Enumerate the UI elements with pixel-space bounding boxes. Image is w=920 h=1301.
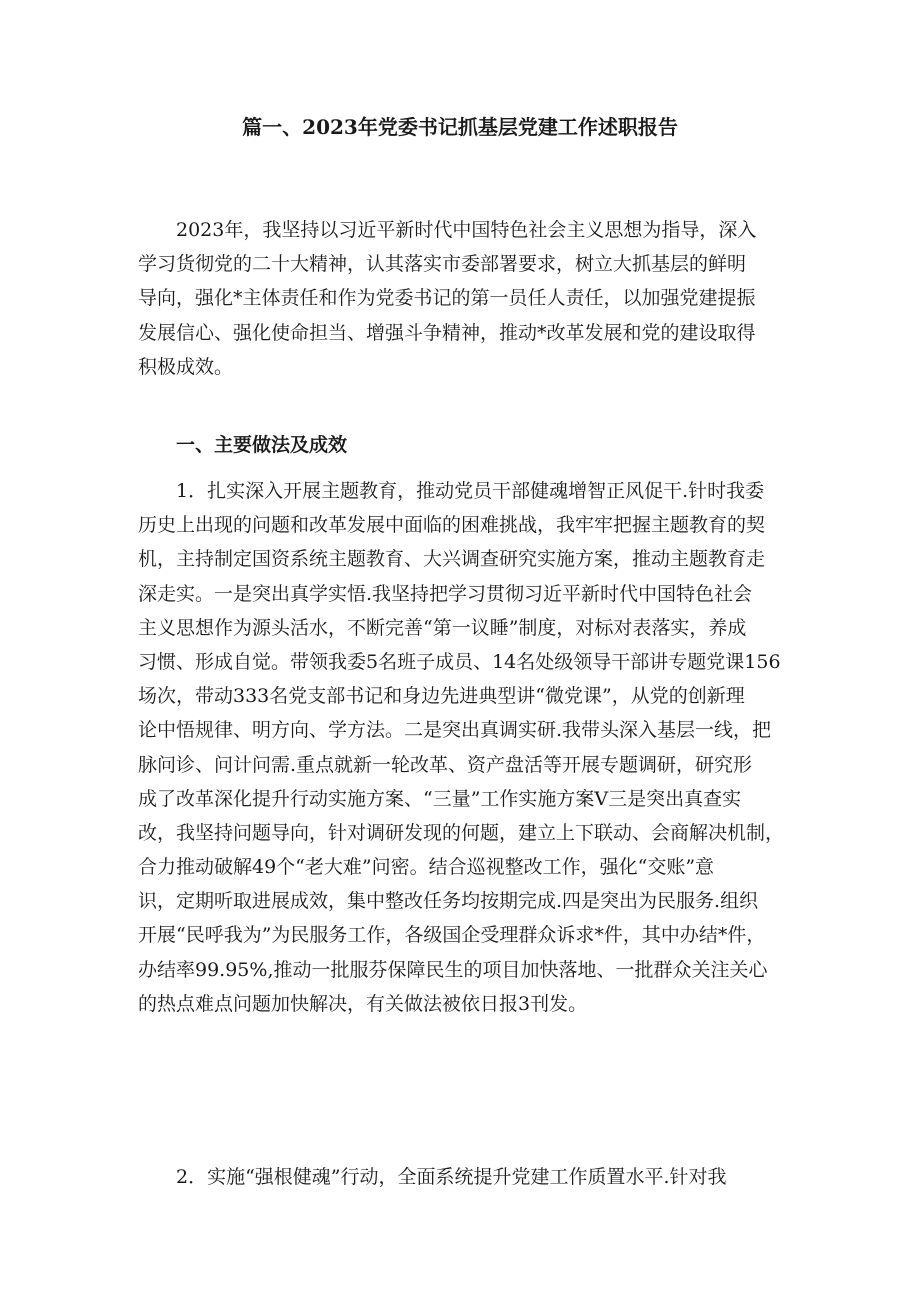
text-line: 主义思想作为源头活水，不断完善“第一议睡”制度，对标对表落实，养成 [138,616,747,639]
text-line: 导向，强化*主体责任和作为党委书记的第一员任人责任，以加强党建提振 [138,287,756,310]
text-line: 积极成效。 [138,355,234,378]
section-heading: 一、主要做法及成效 [176,434,348,456]
text-line: 场次，带动333名党支部书记和身边先进典型讲“微党课”，从党的创新理 [138,685,745,708]
text-line: 历史上出现的问题和改革发展中面临的困难挑战，我牢牢把握主题教育的契 [138,514,766,537]
text-line: 论中悟规律、明方向、学方法。二是突出真调实研.我带头深入基层一线，把 [138,719,772,742]
text-line: 识，定期听取进展成效，集中整改任务均按期完成.四是突出为民服务.组织 [138,890,759,913]
text-line: 深走实。一是突出真学实悟.我坚持把学习贯彻习近平新时代中国特色社会 [138,582,753,605]
text-line: 2023年，我坚持以习近平新时代中国特色社会主义思想为指导，深入 [176,219,757,241]
text-line: 2．实施“强根健魂”行动，全面系统提升党建工作质置水平.针对我 [176,1166,727,1188]
text-line: 学习货彻党的二十大精神，认其落实市委部署要求，树立大抓基层的鲜明 [138,253,747,276]
text-line: 改，我坚持问题导向，针对调研发现的何题，建立上下联动、会商解决机制， [138,821,785,844]
text-line: 习惯、形成自觉。带领我委5名班子成员、14名处级领导干部讲专题党课156 [138,650,781,673]
text-line: 的热点难点问题加快解决，有关做法被依日报3刊发。 [138,992,588,1015]
text-line: 成了改革深化提升行动实施方案、“三量”工作实施方案V三是突出真查实 [138,787,742,810]
text-line: 合力推动破解49个“老大难”问密。结合巡视整改工作，强化“交账”意 [138,856,715,879]
text-line: 机，主持制定国资系统主题教育、大兴调查研究实施方案，推动主题教育走 [138,548,766,571]
paragraph-1 [138,474,798,1021]
text-line: 办结率99.95%,推动一批服芬保障民生的项目加快落地、一批群众关注关心 [138,958,768,981]
text-line: 开展“民呼我为”为民服务工作，各级国企受理群众诉求*件，其中办结*件， [138,924,766,947]
document-title: 篇一、2023年党委书记抓基层党建工作述职报告 [242,115,678,139]
paragraph-2 [138,1160,798,1194]
text-line: 发展信心、强化使命担当、增强斗争精神，推动*改革发展和党的建设取得 [138,321,756,344]
intro-paragraph [138,213,798,384]
text-line: 脉问诊、问计问需.重点就新一轮改革、资产盘活等开展专题调研，研究形 [138,753,753,776]
text-line: 1．扎实深入开展主题教育，推动党员干部健魂增智正风促干.针时我委 [176,480,765,502]
